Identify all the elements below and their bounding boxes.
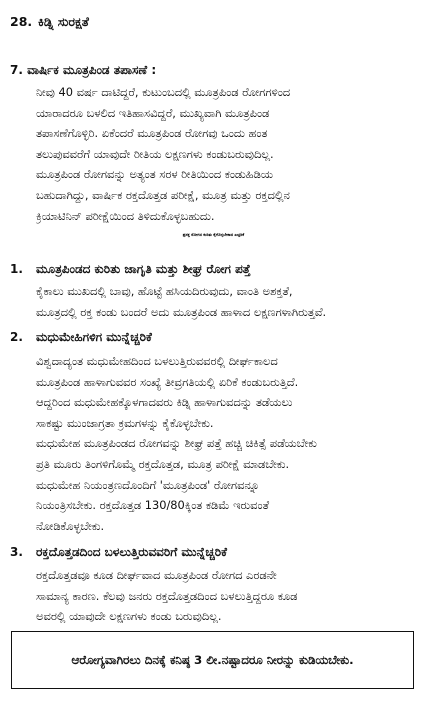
body-line: ಸಾಮಾನ್ಯ ಕಾರಣ. ಕೆಲವು ಜನರು ರಕ್ತದೊತ್ತಡದಿಂದ ಬಳಲುತ್ತಿದ್ದರೂ ಕೂಡ bbox=[36, 588, 298, 603]
page-title-number: 28. bbox=[10, 14, 33, 29]
body-line: ನೀವು 40 ವರ್ಷ ದಾಟಿದ್ದರೆ, ಕುಟುಂಬದಲ್ಲಿ ಮೂತ್ರಪಿಂಡ ರೋಗಗಳಿಂದ bbox=[36, 85, 291, 99]
body-line: ನಿಯಂತ್ರಿಸಬೇಕು. ರಕ್ತದೊತ್ತಡ 130/80ಕ್ಕಿಂತ ಕಡಿಮೆ ಇರುವಂತೆ bbox=[36, 498, 270, 513]
body-line: ಸಾಕಷ್ಟು ಮುಂಜಾಗ್ರತಾ ಕ್ರಮಗಳನ್ನು ಕೈಕೊಳ್ಳಬೇಕು. bbox=[36, 415, 214, 430]
page-title bbox=[10, 14, 89, 30]
hydration-note-box bbox=[11, 631, 414, 689]
body-line: ಮೂತ್ರದಲ್ಲಿ ರಕ್ತ ಕಂಡು ಬಂದರೆ ಅದು ಮೂತ್ರಪಿಂಡ ಹಾಳಾದ ಲಕ್ಷಣಗಳಾಗಿರುತ್ತವೆ. bbox=[36, 304, 327, 319]
body-line: ಬಹುದಾಗಿದ್ದು, ವಾರ್ಷಿಕ ರಕ್ತದೊತ್ತಡ ಪರೀಕ್ಷೆ, ಮೂತ್ರ ಮತ್ತು ರಕ್ತದಲ್ಲಿನ bbox=[36, 187, 290, 202]
page-title-text: ಕಿಡ್ನಿ ಸುರಕ್ಷತೆ bbox=[38, 14, 89, 29]
body-line: ಮಧುಮೇಹ ಮೂತ್ರಪಿಂಡದ ರೋಗವನ್ನು ಶೀಘ್ರ ಪತ್ತೆ ಹಚ್ಚಿ ಚಿಕಿತ್ಸೆ ಪಡೆಯಬೇಕು bbox=[36, 436, 317, 451]
section-subtitle: ಪ್ರಸಕ್ತ ರೋಗದ ಕುರಿತು ಕೈಗೊಳ್ಳಬೇಕಾದ ಎಚ್ಚರಿಕೆ bbox=[182, 232, 245, 237]
item-1-body bbox=[36, 281, 418, 322]
item-3-number: 3. bbox=[10, 545, 23, 559]
item-3-title: ರಕ್ತದೊತ್ತಡದಿಂದ ಬಳಲುತ್ತಿರುವವರಿಗೆ ಮುನ್ನೆಚ್ಚರಿಕೆ bbox=[36, 545, 227, 559]
body-line: ಕ್ರಿಯಾಟಿನಿನ್ ಪರೀಕ್ಷೆಯಿಂದ ತಿಳಿದುಕೊಳ್ಳಬಹುದು. bbox=[36, 208, 215, 223]
body-line: ಕೈಕಾಲು ಮುಖದಲ್ಲಿ ಬಾವು, ಹೊಟ್ಟೆ ಹಸಿಯದಿರುವುದು, ವಾಂತಿ ಅಶಕ್ತತೆ, bbox=[36, 284, 293, 298]
body-line: ನೋಡಿಕೊಳ್ಳಬೇಕು. bbox=[36, 518, 105, 533]
body-line: ಮೂತ್ರಪಿಂಡ ಹಾಳಾಗುವವರ ಸಂಖ್ಯೆ ತೀವ್ರಗತಿಯಲ್ಲಿ ಏರಿಕೆ ಕಂಡುಬರುತ್ತಿದೆ. bbox=[36, 374, 299, 389]
hydration-note-text: ಆರೋಗ್ಯವಾಗಿರಲು ದಿನಕ್ಕೆ ಕನಿಷ್ಠ 3 ಲೀ.ನಷ್ಟಾದರೂ ನೀರನ್ನು ಕುಡಿಯಬೇಕು. bbox=[71, 652, 354, 667]
body-line: ಪ್ರತಿ ಮೂರು ತಿಂಗಳಿಗೊಮ್ಮೆ ರಕ್ತದೊತ್ತಡ, ಮೂತ್ರ ಪರೀಕ್ಷೆ ಮಾಡಬೇಕು. bbox=[36, 456, 290, 471]
item-2-number: 2. bbox=[10, 330, 23, 344]
item-2-title: ಮಧುಮೇಹಿಗಳಿಗ ಮುನ್ನೆಚ್ಚರಿಕೆ bbox=[36, 330, 152, 344]
body-line: ತಪಾಸಣೆಗೊಳ್ಳಿರಿ. ಏಕೆಂದರೆ ಮೂತ್ರಪಿಂಡ ರೋಗವು ಒಂದು ಹಂತ bbox=[36, 126, 268, 141]
item-3-heading bbox=[10, 545, 227, 560]
body-line: ರಕ್ತದೊತ್ತಡವೂ ಕೂಡ ದೀರ್ಘವಾದ ಮೂತ್ರಪಿಂಡ ರೋಗದ ಎರಡನೇ bbox=[36, 568, 277, 582]
item-2-body bbox=[36, 351, 418, 536]
body-line: ಮೂತ್ರಪಿಂಡ ರೋಗವನ್ನು ಅತ್ಯಂತ ಸರಳ ರೀತಿಯಿಂದ ಕಂಡುಹಿಡಿಯ bbox=[36, 167, 273, 182]
body-line: ವಿಶ್ವದಾದ್ಯಂತ ಮಧುಮೇಹದಿಂದ ಬಳಲುತ್ತಿರುವವರಲ್ಲಿ ದೀರ್ಘಕಾಲದ bbox=[36, 354, 278, 368]
item-1-number: 1. bbox=[10, 262, 23, 276]
body-line: ಯಾರಾದರೂ ಬಳಲಿದ ಇತಿಹಾಸವಿದ್ದರೆ, ಮುಖ್ಯವಾಗಿ ಮೂತ್ರಪಿಂಡ bbox=[36, 105, 270, 120]
body-line: ತಲುಪುವವರೆಗೆ ಯಾವುದೇ ರೀತಿಯ ಲಕ್ಷಣಗಳು ಕಂಡುಬರುವುದಿಲ್ಲ. bbox=[36, 146, 274, 161]
body-line: ಮಧುಮೇಹ ನಿಯಂತ್ರಣದೊಂದಿಗೆ 'ಮೂತ್ರಪಿಂಡ' ರೋಗವನ್ನೂ bbox=[36, 477, 260, 492]
item-2-heading bbox=[10, 330, 152, 345]
body-line: ಅವರಲ್ಲಿ ಯಾವುದೇ ಲಕ್ಷಣಗಳು ಕಂಡು ಬರುವುದಿಲ್ಲ. bbox=[36, 609, 222, 624]
body-line: ಆದ್ದರಿಂದ ಮಧುಮೇಹಕ್ಕೊಳಗಾದವರು ಕಿಡ್ನಿ ಹಾಳಾಗುವದನ್ನು ತಡೆಯಲು bbox=[36, 395, 293, 410]
item-3-body bbox=[36, 565, 418, 627]
section-7-heading: 7. ವಾರ್ಷಿಕ ಮೂತ್ರಪಿಂಡ ತಪಾಸಣೆ : bbox=[10, 63, 157, 77]
section-7-body bbox=[36, 82, 418, 226]
item-1-title: ಮೂತ್ರಪಿಂಡದ ಕುರಿತು ಜಾಗೃತಿ ಮತ್ತು ಶೀಘ್ರ ರೋಗ ಪತ್ತೆ bbox=[36, 262, 251, 276]
item-1-heading bbox=[10, 262, 251, 277]
